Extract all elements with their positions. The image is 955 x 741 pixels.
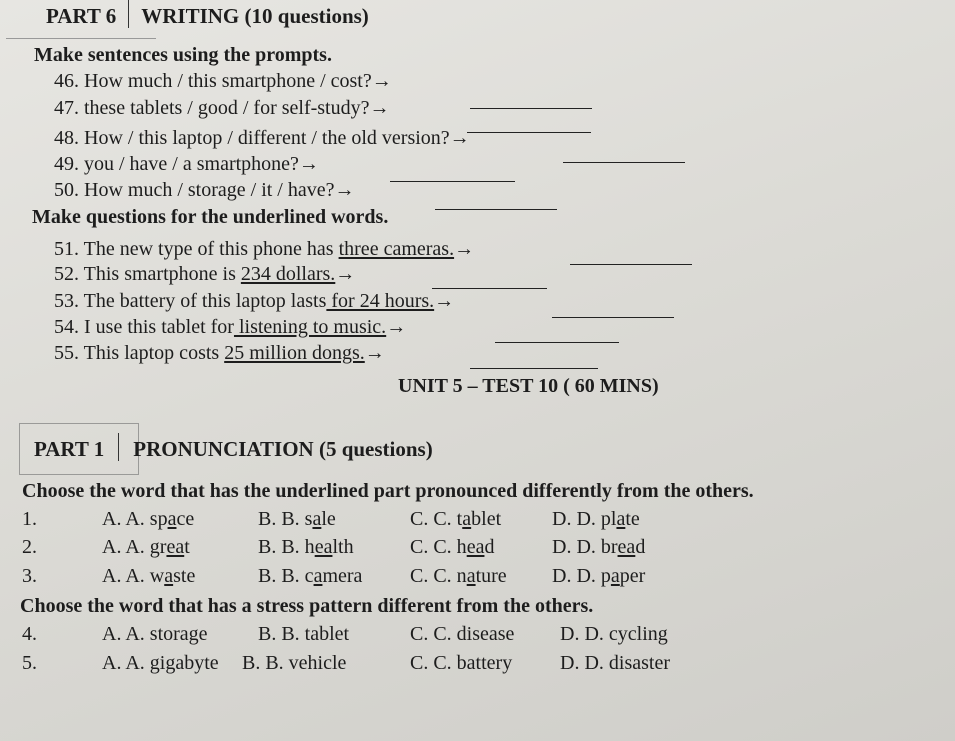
question-52-text: 52. This smartphone is (54, 263, 241, 285)
arrow-icon: → (364, 342, 385, 364)
answer-blank-50[interactable] (435, 195, 557, 210)
answer-blank-52[interactable] (432, 274, 547, 289)
question-54-text: 54. I use this tablet for (54, 316, 234, 338)
arrow-icon: → (386, 316, 407, 338)
part6-title: WRITING (10 questions) (141, 4, 369, 28)
question-48-text: 48. How / this laptop / different / the old version?→ (54, 127, 470, 149)
option-a[interactable]: A. A. waste (102, 565, 196, 587)
pronunciation-row-3 (0, 565, 955, 591)
option-c[interactable]: C. C. disease (410, 623, 515, 645)
option-d[interactable]: D. D. paper (552, 565, 646, 587)
question-48 (54, 127, 470, 150)
arrow-icon: → (454, 238, 475, 260)
part1-label: PART 1 (34, 437, 105, 461)
question-50 (54, 179, 355, 202)
question-54-underlined: listening to music. (233, 316, 387, 338)
answer-blank-49[interactable] (390, 167, 515, 182)
answer-blank-54[interactable] (495, 328, 619, 343)
option-b[interactable]: B. B. health (258, 536, 354, 558)
part1-title: PRONUNCIATION (5 questions) (133, 437, 433, 461)
answer-blank-48[interactable] (563, 148, 685, 163)
question-53-underlined: for 24 hours. (326, 290, 435, 312)
option-a[interactable]: A. A. storage (102, 623, 208, 645)
option-c[interactable]: C. C. nature (410, 565, 507, 587)
header-divider (118, 433, 119, 461)
part1-instruction-2: Choose the word that has a stress pattern different from the others. (20, 595, 594, 617)
question-55-underlined: 25 million dongs. (224, 342, 365, 364)
question-52 (54, 263, 355, 286)
question-53 (54, 290, 454, 313)
question-53-text: 53. The battery of this laptop lasts (54, 290, 327, 312)
header-divider (128, 0, 129, 28)
option-b[interactable]: B. B. sale (258, 508, 336, 530)
pronunciation-row-1 (0, 508, 955, 534)
option-d[interactable]: D. D. cycling (560, 623, 668, 645)
question-50-text: 50. How much / storage / it / have?→ (54, 179, 355, 201)
part6-header (46, 4, 369, 29)
question-51-text: 51. The new type of this phone has (54, 238, 339, 260)
question-51 (54, 238, 474, 261)
arrow-icon: → (335, 263, 356, 285)
question-number: 3. (22, 565, 37, 587)
unit-title: UNIT 5 – TEST 10 ( 60 MINS) (398, 375, 659, 397)
question-46-text: 46. How much / this smartphone / cost?→ (54, 70, 392, 92)
stress-row-4 (0, 623, 955, 649)
stress-row-5 (0, 652, 955, 678)
question-number: 5. (22, 652, 37, 674)
option-c[interactable]: C. C. head (410, 536, 495, 558)
part1-instruction-1: Choose the word that has the underlined part pronounced differently from the others. (22, 480, 754, 502)
option-d[interactable]: D. D. disaster (560, 652, 670, 674)
option-b[interactable]: B. B. camera (258, 565, 363, 587)
question-49-text: 49. you / have / a smartphone?→ (54, 153, 319, 175)
option-c[interactable]: C. C. tablet (410, 508, 502, 530)
option-b[interactable]: B. B. tablet (258, 623, 350, 645)
option-d[interactable]: D. D. bread (552, 536, 646, 558)
answer-blank-47[interactable] (467, 118, 591, 133)
part6-instruction-1: Make sentences using the prompts. (34, 44, 332, 66)
option-a[interactable]: A. A. great (102, 536, 190, 558)
answer-blank-46[interactable] (470, 94, 592, 109)
option-a[interactable]: A. A. gigabyte (102, 652, 219, 674)
question-52-underlined: 234 dollars. (240, 263, 336, 285)
question-55-text: 55. This laptop costs (54, 342, 225, 364)
answer-blank-53[interactable] (552, 303, 674, 318)
question-55 (54, 342, 385, 365)
pronunciation-row-2 (0, 536, 955, 562)
question-49 (54, 153, 319, 176)
option-d[interactable]: D. D. plate (552, 508, 640, 530)
question-number: 4. (22, 623, 37, 645)
question-47-text: 47. these tablets / good / for self-study?→ (54, 97, 390, 119)
question-47 (54, 97, 390, 120)
option-a[interactable]: A. A. space (102, 508, 195, 530)
question-46 (54, 70, 392, 93)
answer-blank-55[interactable] (470, 354, 598, 369)
question-number: 1. (22, 508, 37, 530)
arrow-icon: → (434, 290, 455, 312)
option-b[interactable]: B. B. vehicle (242, 652, 347, 674)
question-51-underlined: three cameras. (338, 238, 455, 260)
part1-header (34, 437, 433, 462)
answer-blank-51[interactable] (570, 250, 692, 265)
question-54 (54, 316, 406, 339)
question-number: 2. (22, 536, 37, 558)
part6-label: PART 6 (46, 4, 117, 28)
part6-instruction-2: Make questions for the underlined words. (32, 206, 389, 228)
option-c[interactable]: C. C. battery (410, 652, 513, 674)
